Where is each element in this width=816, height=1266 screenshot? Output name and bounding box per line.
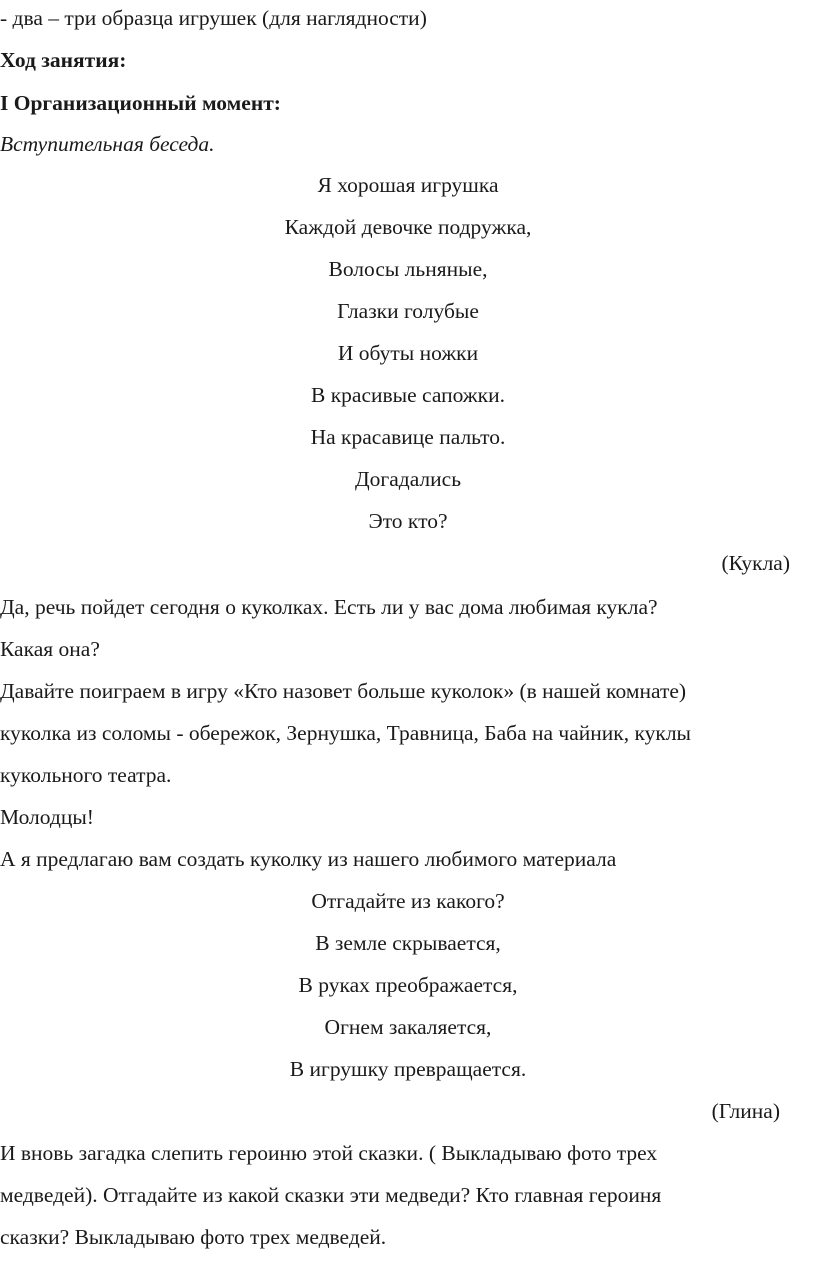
poem-line: Это кто? [368, 509, 448, 533]
subheading: Вступительная беседа. [0, 132, 215, 156]
poem-line: На красавице пальто. [310, 425, 506, 449]
paragraph-line: Молодцы! [0, 805, 94, 829]
poem-line: Я хорошая игрушка [317, 173, 499, 197]
riddle-answer-2: (Глина) [711, 1099, 780, 1123]
paragraph-line: И вновь загадка слепить героиню этой сказки. ( Выкладываю фото трех [0, 1141, 658, 1165]
poem-line: Отгадайте из какого? [311, 889, 505, 913]
paragraph-line: Давайте поиграем в игру «Кто назовет больше куколок» (в нашей комнате) [0, 679, 687, 703]
intro-line: - два – три образца игрушек (для наглядности) [0, 6, 427, 30]
poem-line: Глазки голубые [337, 299, 479, 323]
heading-course: Ход занятия: [0, 48, 127, 72]
paragraph-line: Какая она? [0, 637, 100, 661]
paragraph-line: куколка из соломы - обережок, Зернушка, Травница, Баба на чайник, куклы [0, 721, 692, 745]
poem-line: В красивые сапожки. [311, 383, 505, 407]
poem-line: Догадались [354, 467, 462, 491]
poem-line: В игрушку превращается. [289, 1057, 527, 1081]
poem-line: В руках преображается, [298, 973, 518, 997]
poem-line: Волосы льняные, [328, 257, 488, 281]
paragraph-line: А я предлагаю вам создать куколку из нашего любимого материала [0, 847, 617, 871]
poem-line: Каждой девочке подружка, [284, 215, 532, 239]
poem-line: В земле скрывается, [315, 931, 501, 955]
poem-line: И обуты ножки [337, 341, 479, 365]
paragraph-line: медведей). Отгадайте из какой сказки эти медведи? Кто главная героиня [0, 1183, 662, 1207]
heading-section-1: I Организационный момент: [0, 91, 281, 115]
paragraph-line: сказки? Выкладываю фото трех медведей. [0, 1225, 387, 1249]
paragraph-line: кукольного театра. [0, 763, 172, 787]
riddle-answer-1: (Кукла) [721, 551, 790, 575]
paragraph-line: Да, речь пойдет сегодня о куколках. Есть ли у вас дома любимая кукла? [0, 595, 658, 619]
poem-line: Огнем закаляется, [324, 1015, 492, 1039]
